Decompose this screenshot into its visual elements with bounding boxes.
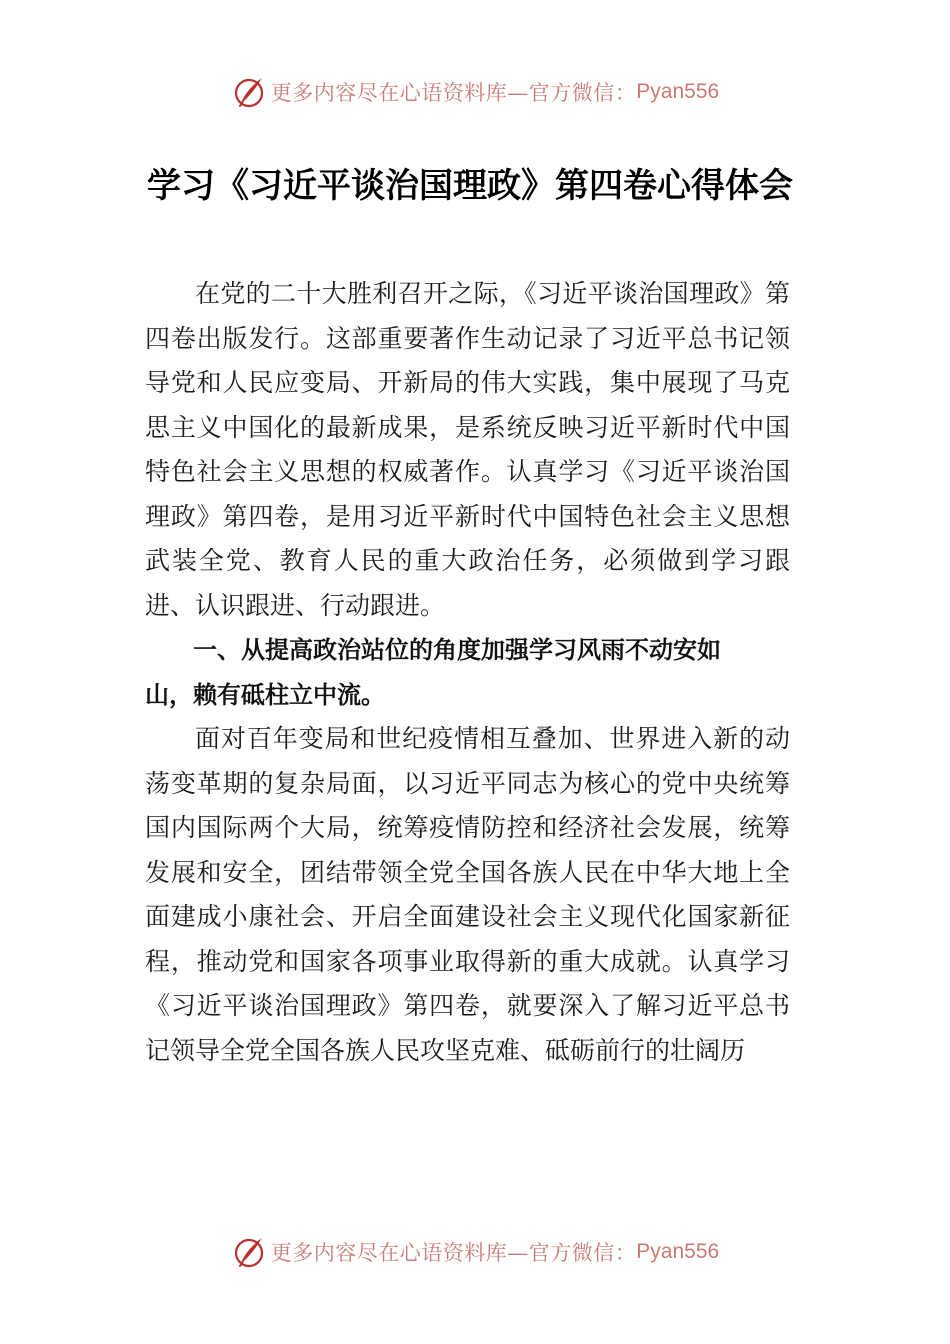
document-title: 学习《习近平谈治国理政》第四卷心得体会 (147, 166, 793, 206)
footer-banner (0, 1232, 950, 1272)
header-banner-wechat: Pyan556 (636, 80, 720, 103)
header-banner (0, 72, 950, 112)
section-heading-1: 一、从提高政治站位的角度加强学习风雨不动安如山，赖有砥柱立中流。 (145, 636, 721, 709)
quill-logo-icon (231, 1234, 267, 1270)
paragraph-section-1: 面对百年变局和世纪疫情相互叠加、世界进入新的动荡变革期的复杂局面，以习近平同志为核心的党中央统筹国内国际两个大局，统筹疫情防控和经济社会发展，统筹发展和安全，团结带领全党全国各族人民在中华大地上全面建成小康社会、开启全面建设社会主义现代化国家新征程，推动党和国家各项事业取得新的重大成就。认真学习《习近平谈治国理政》第四卷，就要深入了解习近平总书记领导全党全国各族人民攻坚克难、砥砺前行的壮阔历 (145, 724, 790, 1065)
footer-banner-wechat: Pyan556 (636, 1240, 720, 1263)
document-body (145, 272, 790, 1073)
footer-banner-text: 更多内容尽在心语资料库—官方微信： (270, 1241, 637, 1265)
header-banner-text: 更多内容尽在心语资料库—官方微信： (270, 81, 637, 105)
paragraph-intro: 在党的二十大胜利召开之际，《习近平谈治国理政》第四卷出版发行。这部重要著作生动记录了习近平总书记领导党和人民应变局、开新局的伟大实践，集中展现了马克思主义中国化的最新成果，是系统反映习近平新时代中国特色社会主义思想的权威著作。认真学习《习近平谈治国理政》第四卷，是用习近平新时代中国特色社会主义思想武装全党、教育人民的重大政治任务，必须做到学习跟进、认识跟进、行动跟进。 (145, 279, 790, 620)
quill-logo-icon (231, 74, 267, 110)
